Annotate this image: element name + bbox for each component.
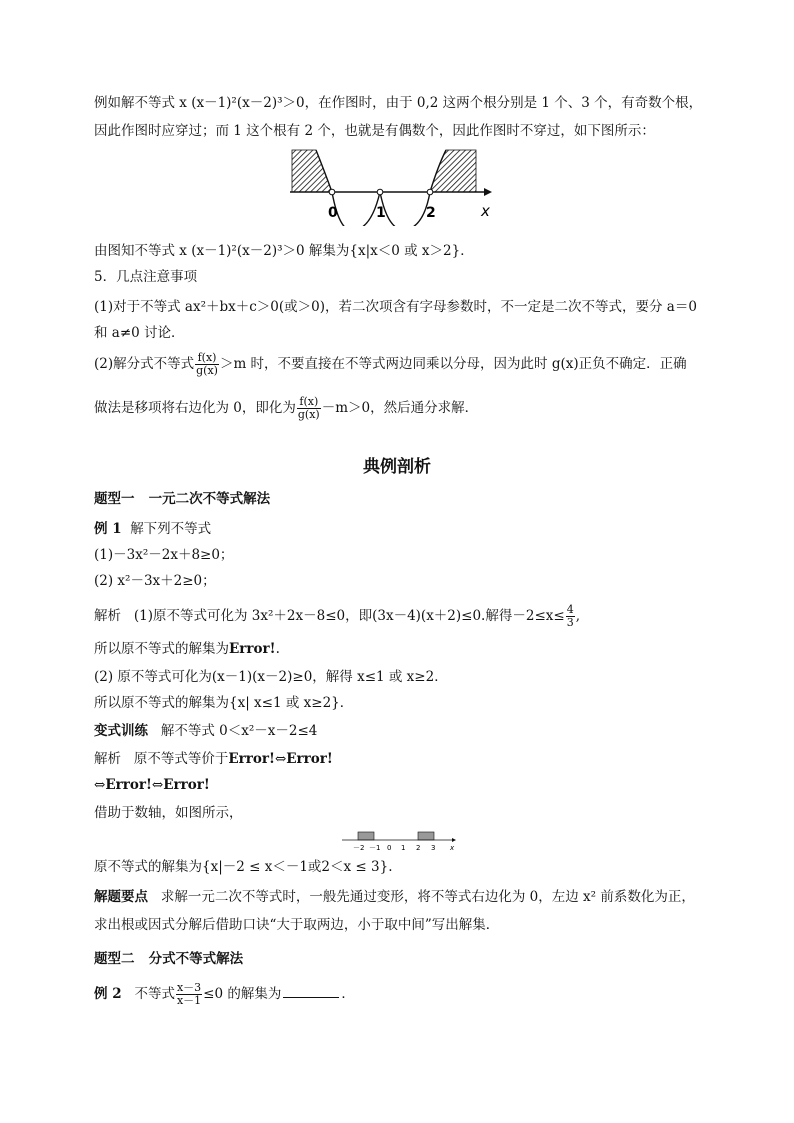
- solution1-label: 解析: [94, 608, 121, 624]
- numline-label-3: 3: [431, 844, 436, 852]
- root-0-point: [329, 189, 335, 195]
- example2-line: 例 2 不等式 $\frac{x-3}{x-1}$ ≤0 的解集为 ．: [94, 981, 355, 1007]
- tick-label-0: 0: [328, 205, 338, 221]
- type1-title: 一元二次不等式解法: [148, 491, 271, 507]
- left-hatched-region: [292, 150, 332, 192]
- key-points-line1: 解题要点 求解一元二次不等式时，一般先通过变形，将不等式右边化为 0，左边 x² 前系数化为正，: [94, 889, 695, 905]
- intro-line-2: 因此作图时应穿过；而 1 这个根有 2 个，也就是有偶数个，因此作图时不穿过，如下图所示：: [94, 123, 655, 139]
- section5-p1-line2: 和 a≠0 讨论．: [94, 325, 185, 341]
- interval-left: [358, 832, 374, 840]
- variant-solution-label: 解析: [94, 751, 121, 767]
- solution2-text: (2) 原不等式可化为(x－1)(x－2)≥0，解得 x≤1 或 x≥2．: [94, 669, 448, 685]
- number-line-figure: [340, 826, 462, 852]
- number-axis-arrow: [452, 838, 456, 842]
- numline-label-0: 0: [387, 844, 392, 852]
- fraction-x3-over-x1: $\frac{x-3}{x-1}$: [176, 981, 202, 1007]
- section5-p1-line1: (1)对于不等式 ax²＋bx＋c＞0(或＞0)，若二次项含有字母参数时，不一定是二次不等式，要分 a＝0: [94, 299, 697, 315]
- root-1-point: [377, 189, 383, 195]
- error-marker: Error!: [163, 777, 210, 793]
- numline-label-1: 1: [401, 844, 406, 852]
- key-points-label: 解题要点: [94, 889, 148, 905]
- error-marker: Error!: [286, 751, 333, 767]
- example1-q1: (1)－3x²－2x＋8≥0；: [94, 547, 234, 563]
- numline-label-neg1: －1: [369, 844, 381, 852]
- example1-q2: (2) x²－3x＋2≥0；: [94, 573, 216, 589]
- p2b-pre: 做法是移项将右边化为 0，即化为: [94, 400, 296, 416]
- p2-pre: (2)解分式不等式: [94, 356, 195, 372]
- section5-p2-line2: [94, 396, 478, 421]
- variant-label: 变式训练: [94, 723, 148, 739]
- type1-label: 题型一: [94, 491, 135, 507]
- section5-p2-line1: [94, 352, 687, 377]
- fraction-f-over-g-2: $\frac{f(x)}{g(x)}$: [297, 395, 320, 421]
- error-marker: Error!: [229, 641, 276, 657]
- intro-line-1: 例如解不等式 x (x－1)²(x－2)³＞0，在作图时，由于 0,2 这两个根分别是 1 个、3 个，有奇数个根，: [94, 95, 703, 111]
- p2-post: ＞m 时，不要直接在不等式两边同乘以分母，因为此时 g(x)正负不确定．正确: [219, 356, 687, 372]
- section-title: 典例剖析: [363, 457, 431, 477]
- variant-line: [94, 722, 317, 740]
- example2-label: 例 2: [94, 986, 122, 1002]
- example1-label: 例 1: [94, 521, 122, 537]
- answer-blank[interactable]: [283, 985, 339, 998]
- fraction-4-over-3: $\frac{4}{3}$: [566, 603, 574, 629]
- solution1-line: 解析 (1)原不等式可化为 3x²＋2x－8≤0，即(3x－4)(x＋2)≤0.解得－2≤x≤ $\frac{4}{3}$ ,: [94, 603, 580, 629]
- type1-heading: [94, 490, 270, 508]
- solution1-result: 所以原不等式的解集为Error!.: [94, 641, 280, 657]
- variant-solution-line2: ⇔Error!⇔Error!: [94, 777, 210, 793]
- axis-arrow: [484, 188, 492, 196]
- numline-label-2: 2: [416, 844, 421, 852]
- fraction-f-over-g: $\frac{f(x)}{g(x)}$: [196, 351, 218, 377]
- after-figure-text: 由图知不等式 x (x－1)²(x－2)³＞0 解集为{x|x＜0 或 x＞2}．: [94, 243, 474, 259]
- axis-label-x: x: [481, 202, 490, 220]
- type2-title: 分式不等式解法: [148, 951, 244, 967]
- numline-label-neg2: －2: [353, 844, 365, 852]
- root-2-point: [427, 189, 433, 195]
- type2-label: 题型二: [94, 951, 135, 967]
- solution2-result: 所以原不等式的解集为{x| x≤1 或 x≥2}．: [94, 695, 354, 711]
- example1-text: 解下列不等式: [130, 521, 212, 537]
- interval-right: [418, 832, 434, 840]
- variant-result: 原不等式的解集为{x|－2 ≤ x＜－1或2＜x ≤ 3}.: [94, 859, 393, 875]
- numline-axis-label: x: [450, 844, 455, 852]
- section5-heading: 5．几点注意事项: [94, 269, 198, 285]
- p2b-post: －m＞0，然后通分求解．: [321, 400, 479, 416]
- numline-intro: 借助于数轴，如图所示，: [94, 805, 243, 821]
- error-marker: Error!: [105, 777, 152, 793]
- solution1-text: (1)原不等式可化为 3x²＋2x－8≤0，即(3x－4)(x＋2)≤0.解得－2≤x≤: [133, 608, 565, 624]
- variant-solution-line1: 解析 原不等式等价于Error!⇔Error!: [94, 751, 333, 767]
- variant-text: 解不等式 0＜x²－x－2≤4: [160, 723, 318, 739]
- tick-label-1: 1: [376, 205, 386, 221]
- error-marker: Error!: [228, 751, 275, 767]
- type2-heading: [94, 950, 243, 968]
- example1-line: [94, 520, 211, 538]
- key-points-line2: 求出根或因式分解后借助口诀“大于取两边，小于取中间”写出解集．: [94, 917, 500, 933]
- sign-curve-figure: [288, 146, 498, 226]
- tick-label-2: 2: [426, 205, 436, 221]
